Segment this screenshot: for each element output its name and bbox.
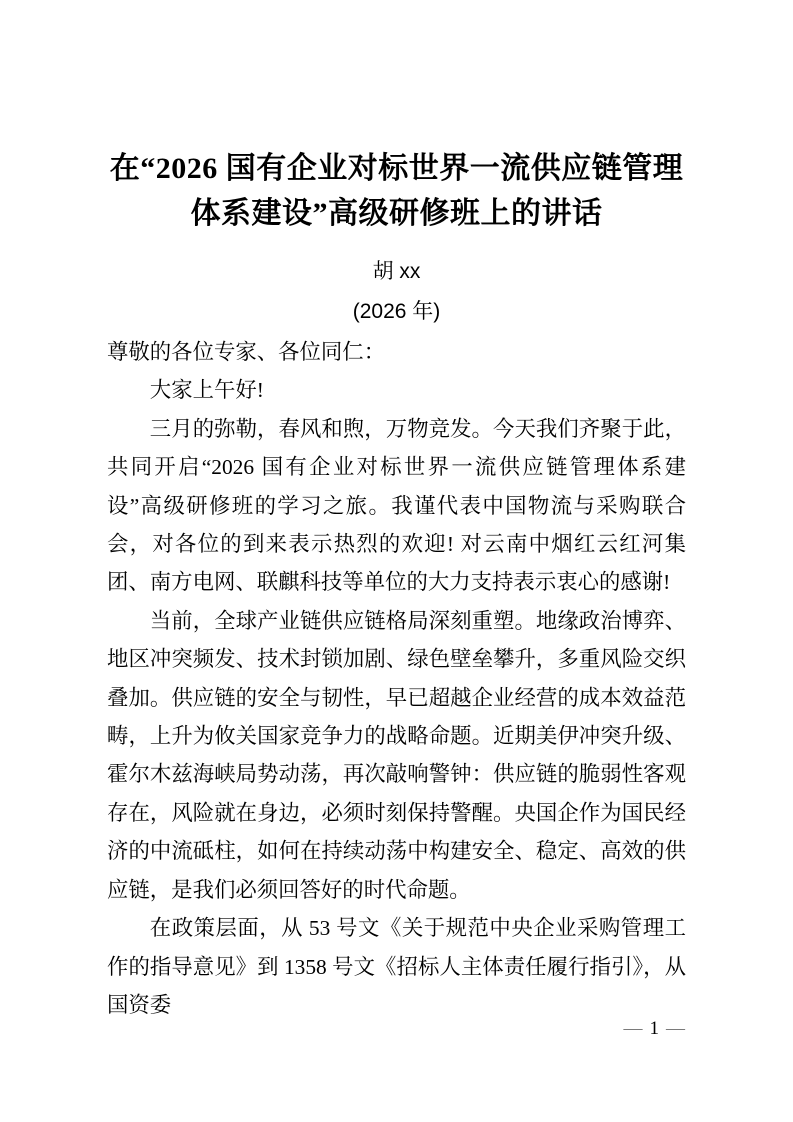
page-number-right-dash: — bbox=[666, 1018, 685, 1039]
page-number-left-dash: — bbox=[623, 1018, 643, 1039]
paragraph: 三月的弥勒，春风和煦，万物竞发。今天我们齐聚于此，共同开启“2026 国有企业对标世界一流供应链管理体系建设”高级研修班的学习之旅。我谨代表中国物流与采购联合会，对各位的到来表示热烈的欢迎! 对云南中烟红云红河集团、南方电网、联麒科技等单位的大力支持表示衷心的感谢! bbox=[107, 416, 686, 595]
author-line: 胡 xx bbox=[372, 260, 421, 283]
page-number-value: 1 bbox=[649, 1018, 659, 1039]
page-number bbox=[624, 1019, 686, 1038]
paragraph: 大家上午好! bbox=[149, 378, 264, 403]
paragraph: 尊敬的各位专家、各位同仁： bbox=[107, 340, 386, 364]
date-line: (2026 年) bbox=[352, 300, 441, 323]
paragraph: 在政策层面，从 53 号文《关于规范中央企业采购管理工作的指导意见》到 1358 号文《招标人主体责任履行指引》，从国资委 bbox=[107, 916, 686, 1017]
title-line-2: 体系建设”高级研修班上的讲话 bbox=[190, 197, 603, 230]
document-body bbox=[107, 333, 686, 1024]
document-title bbox=[0, 0, 793, 236]
paragraph: 当前，全球产业链供应链格局深刻重塑。地缘政治博弈、地区冲突频发、技术封锁加剧、绿色壁垒攀升，多重风险交织叠加。供应链的安全与韧性，早已超越企业经营的成本效益范畴，上升为攸关国家竞争力的战略命题。近期美伊冲突升级、霍尔木兹海峡局势动荡，再次敲响警钟：供应链的脆弱性客观存在，风险就在身边，必须时刻保持警醒。央国企作为国民经济的中流砥柱，如何在持续动荡中构建安全、稳定、高效的供应链，是我们必须回答好的时代命题。 bbox=[107, 608, 686, 902]
title-line-1: 在“2026 国有企业对标世界一流供应链管理 bbox=[109, 152, 684, 185]
